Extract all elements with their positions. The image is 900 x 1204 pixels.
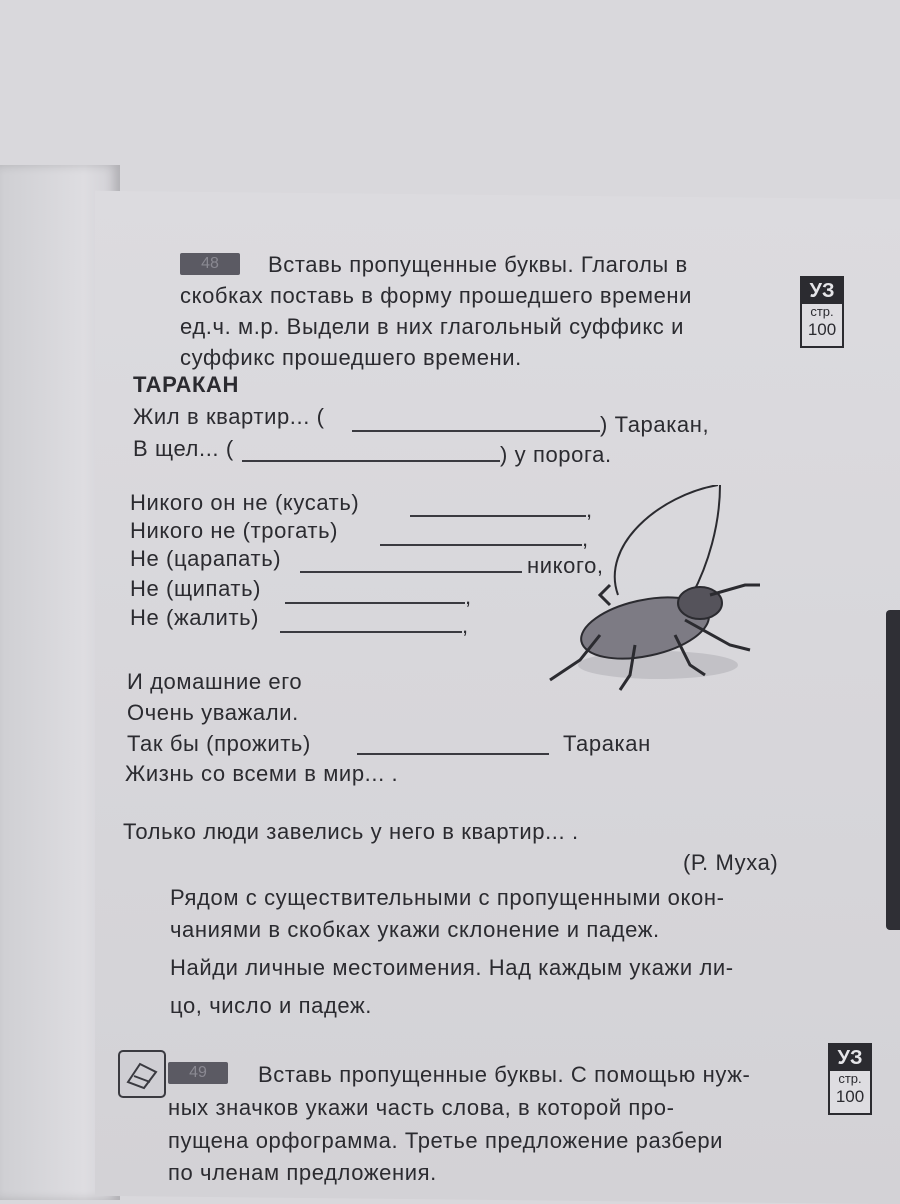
poem-line-8: И домашние его [127, 669, 303, 694]
answer-blank[interactable] [280, 631, 462, 633]
poem-line-10-end: Таракан [563, 731, 651, 756]
answer-blank[interactable] [300, 571, 522, 573]
answer-blank[interactable] [285, 602, 465, 604]
ex49-instruction-line-1: Вставь пропущенные буквы. С помощью нуж- [258, 1062, 751, 1087]
ex48-instruction-line-2: скобках поставь в форму прошедшего времени [180, 283, 693, 308]
poem-line-6-end: , [465, 584, 472, 609]
poem-line-5-start: Не (царапать) [130, 546, 282, 571]
poem-line-1-start: Жил в квартир... ( [133, 404, 325, 429]
ex49-instruction-line-2: ных значков укажи часть слова, в которой про- [168, 1095, 675, 1120]
ex48-instruction-line-3: ед.ч. м.р. Выдели в них глагольный суффикс и [180, 314, 684, 339]
task2-line-3: Найди личные местоимения. Над каждым укажи ли- [170, 955, 734, 980]
exercise-number-49: 49 [168, 1062, 228, 1084]
cockroach-illustration [540, 485, 770, 700]
poem-line-6-start: Не (щипать) [130, 576, 262, 601]
answer-blank[interactable] [242, 460, 500, 462]
poem-line-2-end: ) у порога. [500, 442, 612, 467]
poem-line-11: Жизнь со всеми в мир... . [125, 761, 399, 786]
poem-line-4-end: , [582, 526, 589, 551]
workbook-page [95, 191, 900, 1204]
task2-line-4: цо, число и падеж. [170, 993, 373, 1018]
answer-blank[interactable] [357, 753, 549, 755]
poem-line-3-end: , [586, 497, 593, 522]
answer-blank[interactable] [352, 430, 600, 432]
poem-title: ТАРАКАН [133, 372, 239, 397]
ex48-instruction-line-4: суффикс прошедшего времени. [180, 345, 522, 370]
ex49-instruction-line-4: по членам предложения. [168, 1160, 437, 1185]
poem-line-12: Только люди завелись у него в квартир... . [123, 819, 579, 844]
poem-line-7-end: , [462, 613, 469, 638]
poem-line-5-end: никого, [527, 553, 604, 578]
reference-badge-uz-1 [800, 276, 844, 348]
poem-line-2-start: В щел... ( [133, 436, 234, 461]
poem-line-10-start: Так бы (прожить) [127, 731, 311, 756]
poem-line-9: Очень уважали. [127, 700, 299, 725]
ex49-instruction-line-3: пущена орфограмма. Третье предложение разбери [168, 1128, 724, 1153]
poem-line-1-end: ) Таракан, [600, 412, 710, 437]
exercise-number-48: 48 [180, 253, 240, 275]
poem-line-4-start: Никого не (трогать) [130, 518, 339, 543]
badge-page-abbrev: стр. [838, 1071, 862, 1086]
task2-line-2: чаниями в скобках укажи склонение и падеж. [170, 917, 660, 942]
badge-uz-label: УЗ [802, 278, 842, 304]
writing-hand-icon [118, 1050, 166, 1098]
badge-page-number: 100 [807, 320, 837, 339]
badge-page-number: 100 [835, 1087, 865, 1106]
badge-page-abbrev: стр. [810, 304, 834, 319]
ex48-instruction-line-1: Вставь пропущенные буквы. Глаголы в [268, 252, 688, 277]
badge-uz-label: УЗ [830, 1045, 870, 1071]
dark-object-edge [886, 610, 900, 930]
reference-badge-uz-2 [828, 1043, 872, 1115]
poem-line-7-start: Не (жалить) [130, 605, 260, 630]
poem-author: (Р. Муха) [683, 850, 779, 875]
task2-line-1: Рядом с существительными с пропущенными окон- [170, 885, 725, 910]
poem-line-3-start: Никого он не (кусать) [130, 490, 360, 515]
